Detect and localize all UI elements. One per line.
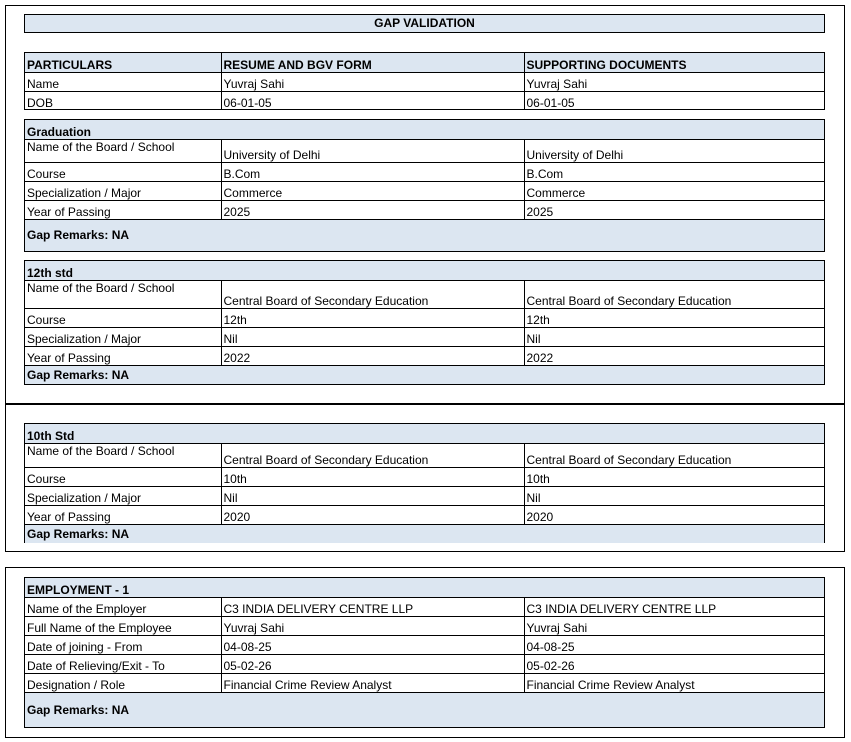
row-label: Specialization / Major	[25, 486, 221, 505]
row-resume-value: Commerce	[221, 181, 524, 200]
row-docs-value: Commerce	[524, 181, 824, 200]
row-docs-value: 2025	[524, 200, 824, 219]
10th-section	[24, 423, 825, 543]
row-resume-value: 2020	[221, 505, 524, 524]
row-resume-value: Central Board of Secondary Education	[221, 280, 524, 308]
section-heading: 12th std	[25, 261, 824, 280]
row-label: Date of joining - From	[25, 635, 221, 654]
row-label: Course	[25, 467, 221, 486]
row-resume-value: 2025	[221, 200, 524, 219]
row-docs-value: B.Com	[524, 162, 824, 181]
row-resume-value: Nil	[221, 327, 524, 346]
row-docs-value: Yuvraj Sahi	[524, 616, 824, 635]
row-label: Designation / Role	[25, 673, 221, 692]
row-label: Name of the Board / School	[25, 443, 221, 467]
row-resume-value: C3 INDIA DELIVERY CENTRE LLP	[221, 597, 524, 616]
row-resume-value: 06-01-05	[221, 91, 524, 110]
header-particulars: PARTICULARS	[25, 53, 221, 72]
12th-section	[24, 260, 825, 385]
row-label: Name	[25, 72, 221, 91]
row-docs-value: 04-08-25	[524, 635, 824, 654]
gap-remarks: Gap Remarks: NA	[25, 365, 824, 384]
row-label: Year of Passing	[25, 346, 221, 365]
row-docs-value: 06-01-05	[524, 91, 824, 110]
row-resume-value: Financial Crime Review Analyst	[221, 673, 524, 692]
row-label: Date of Relieving/Exit - To	[25, 654, 221, 673]
row-label: Year of Passing	[25, 200, 221, 219]
personal-table	[24, 52, 825, 110]
section-heading: EMPLOYMENT - 1	[25, 578, 824, 597]
row-label: Course	[25, 308, 221, 327]
gap-remarks: Gap Remarks: NA	[25, 524, 824, 543]
row-label: Name of the Board / School	[25, 139, 221, 162]
row-docs-value: Financial Crime Review Analyst	[524, 673, 824, 692]
row-resume-value: 10th	[221, 467, 524, 486]
row-resume-value: Nil	[221, 486, 524, 505]
row-resume-value: Central Board of Secondary Education	[221, 443, 524, 467]
section-heading: Graduation	[25, 120, 824, 139]
row-docs-value: Central Board of Secondary Education	[524, 443, 824, 467]
row-docs-value: Nil	[524, 486, 824, 505]
row-resume-value: 04-08-25	[221, 635, 524, 654]
row-label: Full Name of the Employee	[25, 616, 221, 635]
row-docs-value: Nil	[524, 327, 824, 346]
graduation-section	[24, 119, 825, 252]
row-docs-value: 2022	[524, 346, 824, 365]
row-docs-value: 12th	[524, 308, 824, 327]
row-resume-value: B.Com	[221, 162, 524, 181]
gap-remarks: Gap Remarks: NA	[25, 219, 824, 251]
row-label: Name of the Employer	[25, 597, 221, 616]
row-docs-value: 2020	[524, 505, 824, 524]
row-resume-value: 2022	[221, 346, 524, 365]
row-resume-value: 05-02-26	[221, 654, 524, 673]
row-resume-value: University of Delhi	[221, 139, 524, 162]
gap-remarks: Gap Remarks: NA	[25, 692, 824, 727]
row-label: DOB	[25, 91, 221, 110]
row-label: Specialization / Major	[25, 181, 221, 200]
row-docs-value: 10th	[524, 467, 824, 486]
page-title: GAP VALIDATION	[24, 14, 825, 33]
row-resume-value: Yuvraj Sahi	[221, 616, 524, 635]
header-resume: RESUME AND BGV FORM	[221, 53, 524, 72]
row-docs-value: 05-02-26	[524, 654, 824, 673]
row-docs-value: C3 INDIA DELIVERY CENTRE LLP	[524, 597, 824, 616]
employment-section	[24, 577, 825, 728]
row-label: Course	[25, 162, 221, 181]
row-docs-value: Central Board of Secondary Education	[524, 280, 824, 308]
section-heading: 10th Std	[25, 424, 824, 443]
row-docs-value: Yuvraj Sahi	[524, 72, 824, 91]
row-resume-value: 12th	[221, 308, 524, 327]
header-docs: SUPPORTING DOCUMENTS	[524, 53, 824, 72]
row-label: Specialization / Major	[25, 327, 221, 346]
row-resume-value: Yuvraj Sahi	[221, 72, 524, 91]
row-label: Year of Passing	[25, 505, 221, 524]
row-label: Name of the Board / School	[25, 280, 221, 308]
row-docs-value: University of Delhi	[524, 139, 824, 162]
